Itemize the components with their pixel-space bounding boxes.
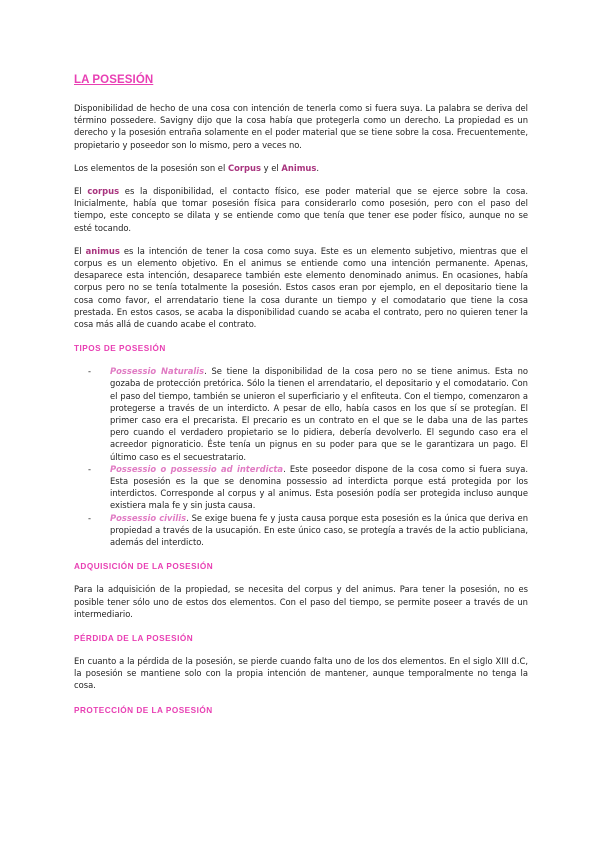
list-item-text: . Este poseedor dispone de la cosa como si fuera suya. Esta posesión es la que se denomina possessio ad interdicta porque está protegida por los interdictos. Corresponde al corpus y al animus. Esta posesión podía ser protegida incluso aunque existiera mala fe y sin justa causa.: [110, 463, 528, 511]
animus-paragraph-keyword: animus: [85, 245, 120, 256]
adquisicion-paragraph: Para la adquisición de la propiedad, se necesita del corpus y del animus. Para tener la posesión, no es posible tener sólo uno de estos dos elementos. Con el paso del tiempo, se permite poseer a través de un intermediario.: [74, 584, 528, 619]
list-item-term: Possessio Naturalis: [110, 366, 205, 377]
elements-text-middle: y el: [260, 162, 282, 173]
animus-paragraph-before: El: [74, 245, 86, 256]
list-dash: -: [88, 366, 92, 377]
corpus-paragraph: [74, 185, 528, 234]
list-dash: -: [88, 512, 92, 523]
corpus-paragraph-before: El: [74, 186, 88, 197]
corpus-keyword: Corpus: [227, 162, 261, 173]
list-item-term: Possessio o possessio ad interdicta: [110, 463, 284, 474]
adquisicion-heading: ADQUISICIÓN DE LA POSESIÓN: [74, 562, 214, 572]
list-item: [74, 512, 528, 549]
list-dash: -: [88, 463, 92, 474]
elements-text-before: Los elementos de la posesión son el: [74, 162, 228, 173]
list-item-text: . Se exige buena fe y justa causa porque esta posesión es la única que deriva en propiedad a través de la usucapión. En este único caso, se protegía a través de la actio publiciana, además del interdicto.: [110, 512, 529, 548]
perdida-paragraph: En cuanto a la pérdida de la posesión, se pierde cuando falta uno de los dos elementos. En el siglo XIII d.C, la posesión se mantiene solo con la propia intención de mantener, aunque temporalmente no tenga la cosa.: [74, 655, 528, 691]
perdida-heading: PÉRDIDA DE LA POSESIÓN: [74, 633, 194, 643]
proteccion-heading: PROTECCIÓN DE LA POSESIÓN: [74, 705, 213, 715]
elements-paragraph: [74, 162, 528, 174]
list-item: [74, 463, 528, 512]
corpus-paragraph-keyword: corpus: [87, 186, 120, 197]
list-item-term: Possessio civilis: [110, 512, 187, 523]
animus-paragraph: [74, 245, 528, 330]
tipos-heading: TIPOS DE POSESIÓN: [74, 344, 166, 354]
animus-keyword: Animus: [281, 162, 317, 173]
list-item: [74, 365, 528, 463]
list-item-text: . Se tiene la disponibilidad de la cosa pero no se tiene animus. Esta no gozaba de protección pretórica. Sólo la tienen el arrendatario, el depositario y el comodatario. Con el paso del tiempo, también se unieron el superficiario y el enfiteuta. Con el tiempo, comenzaron a protegerse a través de un interdicto. A pesar de ello, había casos en los que sí se protegían. El primer caso era el precarista. El precario es un contrato en el que se le daba una de las partes pero cuando el verdadero propietario se lo pidiera, debería devolverlo. El segundo caso era el acreedor pignoraticio. Éste tenía un pignus en su poder para que se le garantizara un pago. El último caso es el secuestratario.: [110, 366, 528, 462]
tipos-list: [74, 365, 528, 548]
corpus-paragraph-text: es la disponibilidad, el contacto físico, ese poder material que se ejerce sobre la cosa. Inicialmente, había que tomar posesión física para considerarlo como posesión, pero con el paso del tiempo, este concepto se dilata y se entiende como que tenía que tener ese poder físico, aunque no se esté tocando.: [74, 186, 528, 233]
animus-paragraph-text: es la intención de tener la cosa como suya. Este es un elemento subjetivo, mientras que el corpus es un elemento objetivo. En el animus se entiende como una intención permanente. Apenas, desaparece esta intención, desaparece también este elemento denominado animus. En ocasiones, había corpus pero no se tenía totalmente la posesión. Estos casos eran por ejemplo, en el depositario tiene la cosa como favor, el arrendatario tiene la cosa durante un tiempo y el comodatario que tiene la cosa prestada. En estos casos, se acaba la disponibilidad cuando se acaba el contrato, pero no quieren tener la cosa más allá de cuando acabe el contrato.: [74, 245, 529, 330]
intro-paragraph: Disponibilidad de hecho de una cosa con intención de tenerla como si fuera suya. La palabra se deriva del término possedere. Savigny dijo que la cosa había que protegerla como un derecho. La propiedad es un derecho y la posesión entraña solamente en el poder material que se tiene sobre la cosa. Frecuentemente, propietario y poseedor son lo mismo, pero a veces no.: [74, 103, 528, 150]
elements-text-after: .: [316, 162, 320, 173]
page-title: LA POSESIÓN: [74, 74, 154, 86]
